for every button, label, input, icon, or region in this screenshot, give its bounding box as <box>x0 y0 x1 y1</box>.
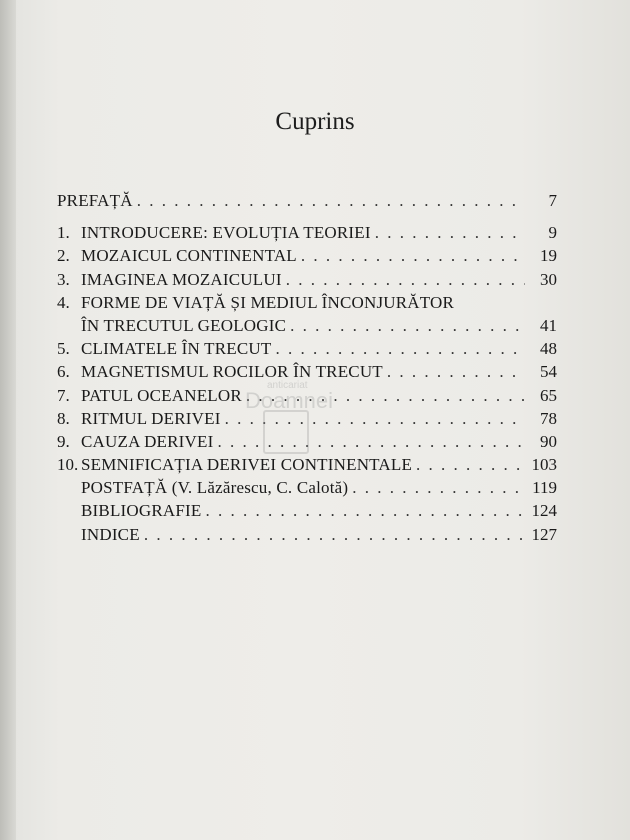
toc-leader-dots <box>352 477 525 499</box>
toc-entry-label: MAGNETISMUL ROCILOR ÎN TRECUT <box>81 362 383 382</box>
toc-entry-number: 1. <box>57 223 70 243</box>
toc-entry <box>57 292 557 315</box>
toc-entry-label: INTRODUCERE: EVOLUȚIA TEORIEI <box>81 223 371 243</box>
table-of-contents <box>57 190 557 547</box>
toc-entry-label: RITMUL DERIVEI <box>81 408 221 428</box>
toc-entry-number: 2. <box>57 246 70 266</box>
toc-page-number: 30 <box>540 269 557 289</box>
page-title: Cuprins <box>275 108 355 135</box>
watermark-top-text: anticariat <box>267 380 308 391</box>
toc-page-number: 119 <box>532 478 557 498</box>
toc-page-number: 127 <box>531 524 557 544</box>
toc-entry <box>57 454 557 477</box>
toc-entry-number: 6. <box>57 362 70 382</box>
toc-leader-dots <box>290 315 525 337</box>
toc-entry-number: 10. <box>57 455 79 475</box>
toc-entry <box>57 222 557 245</box>
toc-page-number: 9 <box>548 223 557 243</box>
toc-entry-label: BIBLIOGRAFIE <box>81 501 202 521</box>
toc-entry-number: 5. <box>57 339 70 359</box>
toc-entry-label: CLIMATELE ÎN TRECUT <box>81 339 272 359</box>
toc-entry <box>57 190 557 213</box>
toc-entry <box>57 500 557 523</box>
toc-leader-dots <box>286 269 525 291</box>
toc-entry-label: MOZAICUL CONTINENTAL <box>81 246 297 266</box>
toc-leader-dots <box>387 361 525 383</box>
toc-leader-dots <box>375 222 525 244</box>
toc-entry <box>57 315 557 338</box>
toc-entry <box>57 269 557 292</box>
toc-entry-label: CAUZA DERIVEI <box>81 431 214 451</box>
toc-entry-label: IMAGINEA MOZAICULUI <box>81 269 282 289</box>
toc-entry-label: ÎN TRECUTUL GEOLOGIC <box>81 315 287 335</box>
toc-entry-number: 4. <box>57 292 70 312</box>
toc-entry-label: INDICE <box>81 524 140 544</box>
toc-page-number: 78 <box>540 408 557 428</box>
toc-page-number: 103 <box>531 455 557 475</box>
toc-page-number: 65 <box>540 385 557 405</box>
toc-page-number: 41 <box>540 315 557 335</box>
toc-entry-number: 7. <box>57 385 70 405</box>
toc-page-number: 7 <box>548 191 557 210</box>
toc-page-number: 90 <box>540 431 557 451</box>
toc-entry-label: POSTFAȚĂ (V. Lăzărescu, C. Calotă) <box>81 478 349 498</box>
toc-entry <box>57 477 557 500</box>
toc-entry-number: 9. <box>57 431 70 451</box>
toc-leader-dots <box>137 190 525 212</box>
toc-page-number: 124 <box>531 501 557 521</box>
toc-entry-number: 3. <box>57 269 70 289</box>
toc-entry <box>57 524 557 547</box>
toc-leader-dots <box>275 338 525 360</box>
toc-entry-label: PATUL OCEANELOR <box>81 385 242 405</box>
watermark-main-text: Doamnei <box>245 388 334 413</box>
toc-entry-label: PREFAȚĂ <box>57 191 133 210</box>
toc-entry <box>57 245 557 268</box>
toc-leader-dots <box>205 500 525 522</box>
toc-entry <box>57 338 557 361</box>
toc-leader-dots <box>144 524 525 546</box>
toc-page-number: 54 <box>540 362 557 382</box>
toc-leader-dots <box>416 454 525 476</box>
toc-entry-label: FORME DE VIAȚĂ ȘI MEDIUL ÎNCONJURĂTOR <box>81 292 455 312</box>
watermark-box-icon <box>263 410 309 454</box>
toc-entry-label: SEMNIFICAȚIA DERIVEI CONTINENTALE <box>81 455 413 475</box>
toc-page-number: 48 <box>540 339 557 359</box>
toc-page-number: 19 <box>540 246 557 266</box>
toc-entry-number: 8. <box>57 408 70 428</box>
toc-leader-dots <box>301 245 525 267</box>
